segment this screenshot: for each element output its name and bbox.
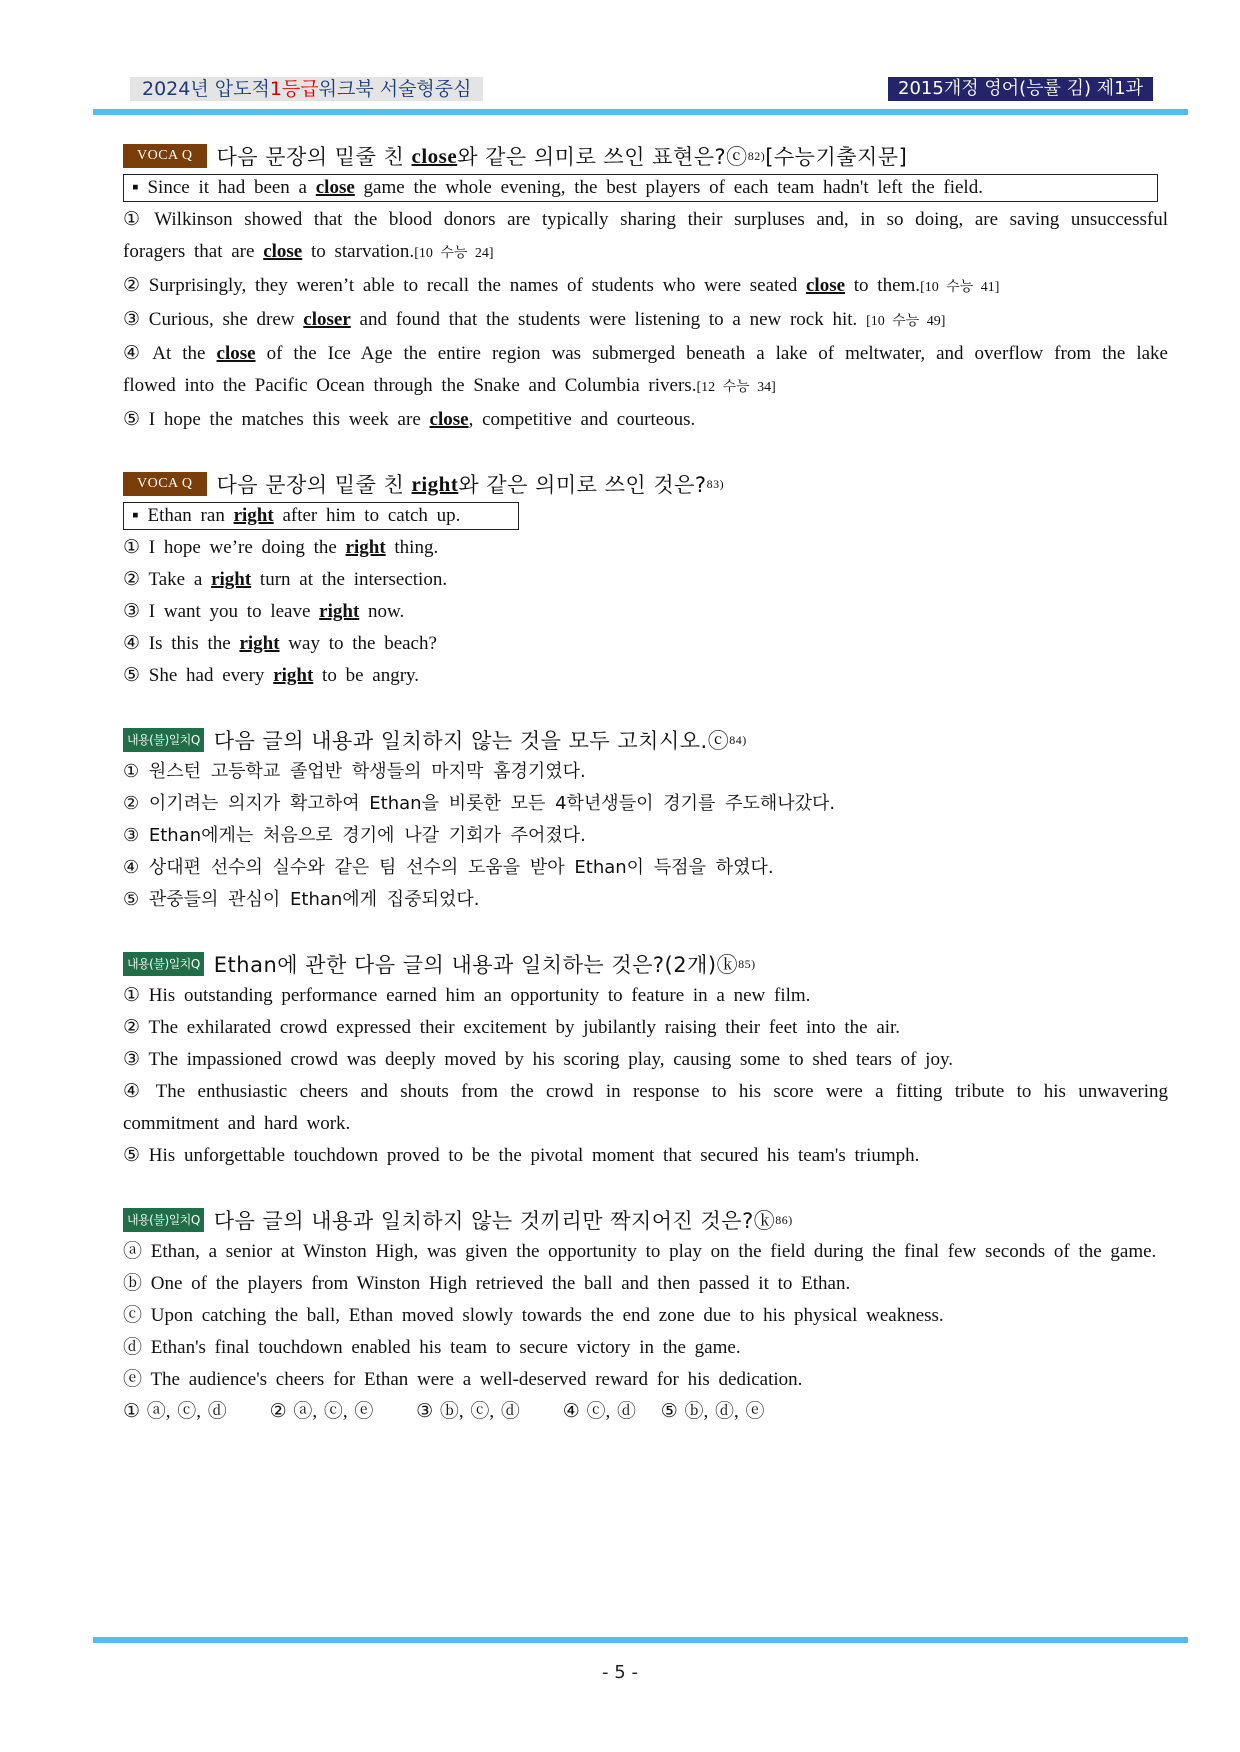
option-number: ① xyxy=(123,1401,141,1422)
target-word: close xyxy=(263,241,303,262)
option-number: ① xyxy=(123,209,143,230)
option-2 xyxy=(123,788,1168,820)
voca-badge: VOCA Q xyxy=(123,144,207,168)
answer-text: ⓑ, ⓓ, ⓔ xyxy=(684,1401,765,1422)
option-number: ② xyxy=(123,1017,141,1038)
option-1 xyxy=(123,532,1168,564)
option-number: ③ xyxy=(416,1401,434,1422)
option-number: ④ xyxy=(123,857,140,878)
title-text: Ethan에 관한 다음 글의 내용과 일치하는 것은?(2개)ⓚ xyxy=(213,953,739,977)
option-text: His unforgettable touchdown proved to be the pivotal moment that secured his team's triumph. xyxy=(148,1145,920,1166)
statement-label: ⓔ xyxy=(123,1369,143,1390)
footnote-ref: 86) xyxy=(775,1212,793,1227)
option-number: ④ xyxy=(123,633,141,654)
footnote-ref: 82) xyxy=(747,148,766,163)
option-5 xyxy=(123,404,1168,436)
page-header xyxy=(93,77,1193,107)
option-5 xyxy=(123,660,1168,692)
option-number: ④ xyxy=(123,1081,144,1102)
answer-2 xyxy=(270,1396,374,1428)
footer-rule xyxy=(93,1637,1188,1643)
answer-5 xyxy=(661,1396,765,1428)
option-5 xyxy=(123,884,1168,916)
statement-e xyxy=(123,1364,1168,1396)
option-text: to them. xyxy=(845,275,921,296)
workbook-title-suffix: 워크북 서술형중심 xyxy=(318,78,472,100)
voca-badge: VOCA Q xyxy=(123,472,207,496)
header-rule xyxy=(93,109,1188,115)
answer-text: ⓒ, ⓓ xyxy=(586,1401,636,1422)
target-word: right xyxy=(239,633,280,654)
option-number: ④ xyxy=(562,1401,580,1422)
question-title xyxy=(123,726,1168,754)
option-number: ③ xyxy=(123,601,141,622)
option-text: Ethan에게는 처음으로 경기에 나갈 기회가 주어졌다. xyxy=(148,825,586,846)
example-text: ▪ Since it had been a xyxy=(132,177,316,198)
option-3 xyxy=(123,596,1168,628)
option-number: ⑤ xyxy=(123,1145,141,1166)
question-83 xyxy=(123,470,1168,692)
option-text: turn at the intersection. xyxy=(251,569,448,590)
title-text: 다음 문장의 밑줄 친 xyxy=(216,473,405,497)
statement-text: Ethan, a senior at Winston High, was given the opportunity to play on the field during the final few seconds of the game. xyxy=(150,1241,1157,1262)
source-ref: [10 수능 49] xyxy=(866,314,946,329)
option-1 xyxy=(123,204,1168,270)
target-word: closer xyxy=(303,309,351,330)
option-2 xyxy=(123,1012,1168,1044)
option-number: ② xyxy=(269,1401,287,1422)
target-word: right xyxy=(411,471,459,496)
question-86 xyxy=(123,1206,1168,1428)
content-match-badge: 내용(불)일치Q xyxy=(123,728,204,752)
option-number: ② xyxy=(123,569,141,590)
target-word: right xyxy=(233,505,274,526)
statement-label: ⓒ xyxy=(123,1305,143,1326)
statement-label: ⓐ xyxy=(123,1241,143,1262)
statement-label: ⓑ xyxy=(123,1273,143,1294)
option-3 xyxy=(123,820,1168,852)
option-number: ② xyxy=(123,793,140,814)
title-text: 다음 문장의 밑줄 친 xyxy=(216,145,405,169)
option-1 xyxy=(123,756,1168,788)
statement-c xyxy=(123,1300,1168,1332)
option-number: ⑤ xyxy=(123,665,141,686)
answer-text: ⓐ, ⓒ, ⓓ xyxy=(146,1401,227,1422)
answer-4 xyxy=(563,1396,636,1428)
option-number: ③ xyxy=(123,1049,141,1070)
option-5 xyxy=(123,1140,1168,1172)
statement-a xyxy=(123,1236,1168,1268)
statement-label: ⓓ xyxy=(123,1337,143,1358)
question-title xyxy=(123,470,1168,498)
answer-3 xyxy=(416,1396,520,1428)
example-text: game the whole evening, the best players of each team hadn't left the field. xyxy=(354,177,983,198)
workbook-title-prefix: 2024년 압도적 xyxy=(142,78,270,100)
option-text: , competitive and courteous. xyxy=(468,409,696,430)
course-label: 2015개정 영어(능률 김) 제1과 xyxy=(888,77,1153,101)
option-text: now. xyxy=(359,601,405,622)
option-text: She had every xyxy=(148,665,274,686)
question-title xyxy=(123,1206,1168,1234)
option-number: ⑤ xyxy=(660,1401,678,1422)
option-4 xyxy=(123,1076,1168,1140)
option-text: 상대편 선수의 실수와 같은 팀 선수의 도움을 받아 Ethan이 득점을 하였다. xyxy=(148,857,774,878)
target-word: right xyxy=(345,537,386,558)
option-1 xyxy=(123,980,1168,1012)
option-4 xyxy=(123,338,1168,404)
option-number: ③ xyxy=(123,825,140,846)
title-text: 와 같은 의미로 쓰인 표현은?ⓒ xyxy=(457,145,748,169)
option-text: Curious, she drew xyxy=(148,309,304,330)
title-tail: [수능기출지문] xyxy=(765,145,908,169)
question-title xyxy=(123,950,1168,978)
answer-1 xyxy=(123,1396,227,1428)
page-content xyxy=(123,142,1168,1456)
source-ref: [10 수능 24] xyxy=(414,246,494,261)
option-4 xyxy=(123,628,1168,660)
option-text: to starvation. xyxy=(302,241,415,262)
option-number: ① xyxy=(123,985,141,1006)
option-text: At the xyxy=(152,343,217,364)
statement-text: Ethan's final touchdown enabled his team to secure victory in the game. xyxy=(150,1337,741,1358)
target-word: close xyxy=(429,409,469,430)
target-word: right xyxy=(319,601,360,622)
option-number: ② xyxy=(123,275,141,296)
workbook-title xyxy=(130,77,483,101)
option-2 xyxy=(123,270,1168,304)
source-ref: [10 수능 41] xyxy=(920,280,1000,295)
option-3 xyxy=(123,1044,1168,1076)
question-85 xyxy=(123,950,1168,1172)
target-word: close xyxy=(315,177,355,198)
footnote-ref: 85) xyxy=(738,956,756,971)
page-number: - 5 - xyxy=(602,1662,638,1683)
option-text: The impassioned crowd was deeply moved by his scoring play, causing some to shed tears of joy. xyxy=(148,1049,953,1070)
option-text: way to the beach? xyxy=(279,633,437,654)
option-text: His outstanding performance earned him an opportunity to feature in a new film. xyxy=(148,985,811,1006)
target-word: right xyxy=(211,569,252,590)
target-word: close xyxy=(216,343,256,364)
option-text: I hope we’re doing the xyxy=(148,537,346,558)
content-match-badge: 내용(불)일치Q xyxy=(123,952,204,976)
workbook-title-highlight: 1등급 xyxy=(269,78,319,100)
option-text: Is this the xyxy=(148,633,240,654)
statement-text: The audience's cheers for Ethan were a well-deserved reward for his dedication. xyxy=(150,1369,803,1390)
option-text: Surprisingly, they weren’t able to recall the names of students who were seated xyxy=(148,275,806,296)
option-text: I want you to leave xyxy=(148,601,320,622)
option-number: ⑤ xyxy=(123,889,140,910)
option-text: Wilkinson showed that the blood donors are typically sharing their surpluses and, in so doing, are saving unsuccessful foragers that are xyxy=(123,209,1168,262)
option-text: of the Ice Age the entire region was submerged beneath a lake of meltwater, and overflow from the lake flowed into the Pacific Ocean through the Snake and Columbia rivers. xyxy=(123,343,1168,396)
option-text: 이기려는 의지가 확고하여 Ethan을 비롯한 모든 4학년생들이 경기를 주도해나갔다. xyxy=(148,793,836,814)
source-ref: [12 수능 34] xyxy=(696,380,776,395)
title-text: 다음 글의 내용과 일치하지 않는 것을 모두 고치시오.ⓒ xyxy=(213,729,730,753)
title-text: 와 같은 의미로 쓰인 것은? xyxy=(458,473,707,497)
option-number: ⑤ xyxy=(123,409,141,430)
option-text: 원스턴 고등학교 졸업반 학생들의 마지막 홈경기였다. xyxy=(148,761,586,782)
option-2 xyxy=(123,564,1168,596)
target-word: right xyxy=(273,665,314,686)
target-word: close xyxy=(411,143,458,168)
option-number: ③ xyxy=(123,309,141,330)
footnote-ref: 84) xyxy=(729,732,747,747)
content-match-badge: 내용(불)일치Q xyxy=(123,1208,204,1232)
question-84 xyxy=(123,726,1168,916)
option-4 xyxy=(123,852,1168,884)
footnote-ref: 83) xyxy=(706,476,725,491)
answer-choices xyxy=(123,1396,1168,1428)
option-number: ① xyxy=(123,761,140,782)
option-text: I hope the matches this week are xyxy=(148,409,430,430)
option-text: and found that the students were listening to a new rock hit. xyxy=(350,309,867,330)
statement-d xyxy=(123,1332,1168,1364)
title-text: 다음 글의 내용과 일치하지 않는 것끼리만 짝지어진 것은?ⓚ xyxy=(213,1209,776,1233)
question-82 xyxy=(123,142,1168,436)
option-number: ① xyxy=(123,537,141,558)
statement-text: Upon catching the ball, Ethan moved slowly towards the end zone due to his physical weakness. xyxy=(150,1305,944,1326)
answer-text: ⓐ, ⓒ, ⓔ xyxy=(293,1401,374,1422)
statement-text: One of the players from Winston High retrieved the ball and then passed it to Ethan. xyxy=(150,1273,851,1294)
option-text: The exhilarated crowd expressed their excitement by jubilantly raising their feet into the air. xyxy=(148,1017,901,1038)
question-title xyxy=(123,142,1168,170)
statement-b xyxy=(123,1268,1168,1300)
option-text: thing. xyxy=(385,537,439,558)
option-number: ④ xyxy=(123,343,143,364)
option-text: Take a xyxy=(148,569,212,590)
example-sentence-box xyxy=(123,174,1158,202)
example-text: after him to catch up. xyxy=(273,505,461,526)
option-text: to be angry. xyxy=(313,665,420,686)
example-sentence-box xyxy=(123,502,519,530)
example-text: ▪ Ethan ran xyxy=(132,505,234,526)
option-3 xyxy=(123,304,1168,338)
option-text: 관중들의 관심이 Ethan에게 집중되었다. xyxy=(148,889,480,910)
option-text: The enthusiastic cheers and shouts from the crowd in response to his score were a fitting tribute to his unwavering commitment and hard work. xyxy=(123,1081,1168,1134)
answer-text: ⓑ, ⓒ, ⓓ xyxy=(439,1401,520,1422)
target-word: close xyxy=(805,275,846,296)
